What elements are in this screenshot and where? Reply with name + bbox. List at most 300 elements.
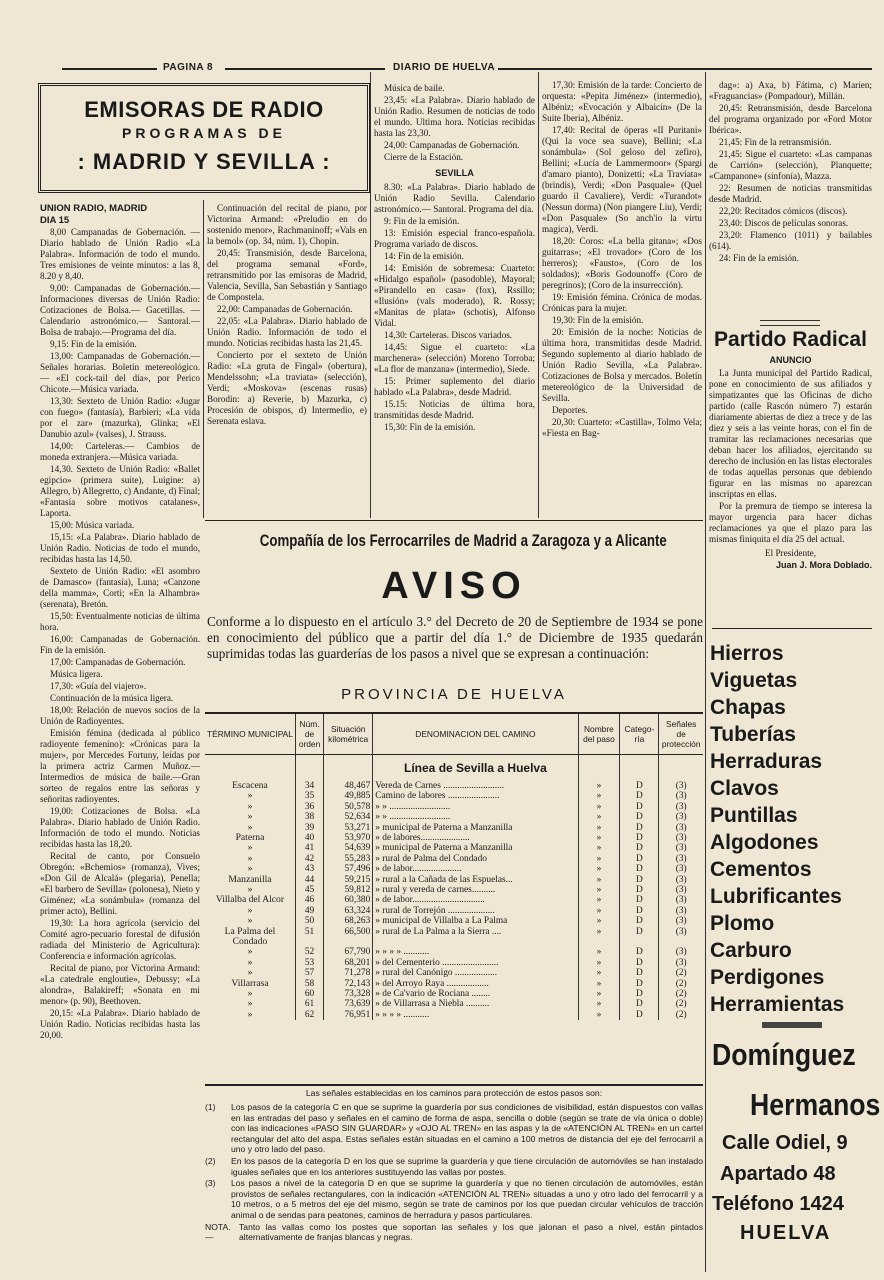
table-cell: » — [578, 968, 620, 978]
program-entry: 24,00: Campanadas de Gobernación. — [384, 140, 520, 150]
table-cell: 38 — [295, 812, 323, 822]
telephone: Teléfono 1424 — [712, 1193, 844, 1215]
table-cell: » — [247, 956, 253, 968]
radio-title: EMISORAS DE RADIO — [84, 97, 324, 122]
newspaper-name: DIARIO DE HUELVA — [393, 62, 496, 73]
table-cell: » rural de Torrejón .................... — [373, 906, 578, 916]
table-cell: D — [620, 802, 659, 812]
product-item: Hierros — [710, 642, 784, 665]
table-cell: D — [620, 958, 659, 968]
table-cell: (2) — [659, 979, 703, 989]
program-entry: 17,40: Recital de óperas «II Puritani» (Qui la voce sea suave), Bellini; «La sonámbula» (Sol geloso del zefiro), Bellini; «Lucía de Lammermoor» (Spargi d'amaro pianto), Donizetti; «La Traviata» (brindis), Verdi; «Don Pasquale» (Quel guardo il Cavaliere), Verdi: «Turandot» (Nessun dorma) (Non piangere Liu), Verdi; «Don Pasquale» (So anch'io la virtu magica), Verdi. — [542, 125, 702, 234]
hermanos-name: Hermanos — [750, 1087, 881, 1122]
table-cell: » — [578, 854, 620, 864]
table-row — [205, 823, 703, 833]
program-entry: 18,20: Coros: «La bella gitana»; «Dos guitarras»; «El trovador» (Coro de los herreros); «Fausto», (Coro de los soldados); «Boris Godounoff» (Coro de peregrinos); (Coro de la insurrección). — [542, 236, 702, 290]
table-cell: 52,634 — [324, 812, 373, 822]
table-cell: D — [620, 1010, 659, 1020]
table-cell: 68,263 — [324, 916, 373, 926]
table-cell: » — [578, 864, 620, 874]
program-entry: 22,05: «La Palabra». Diario hablado de Unión Radio. Información de todo el mundo. Noticias recibidas hasta las 21,45. — [207, 316, 367, 348]
radio-column-4 — [542, 80, 702, 518]
note-marker: (3) — [205, 1178, 216, 1189]
table-cell: (3) — [659, 927, 703, 948]
program-entry: 22: Resumen de noticias transmitidas desde Madrid. — [709, 183, 872, 204]
product-item: Clavos — [710, 777, 779, 800]
crossings-table — [205, 714, 703, 1020]
table-cell: » del Cementerio ........................ — [373, 958, 578, 968]
product-item: Herraduras — [710, 750, 823, 773]
table-cell: » — [578, 781, 620, 791]
table-cell: 62 — [295, 1010, 323, 1020]
table-cell: » — [247, 967, 253, 979]
table-cell: 66,500 — [324, 927, 373, 948]
product-item: Cementos — [710, 858, 812, 881]
notes-list — [205, 1102, 703, 1244]
table-cell: (3) — [659, 843, 703, 853]
table-cell: » » » » ........... — [373, 947, 578, 957]
table-cell: 49 — [295, 906, 323, 916]
table-cell: » — [247, 998, 253, 1010]
table-cell: » — [578, 802, 620, 812]
program-entry: 9,00: Campanadas de Gobernación.— Informaciones diversas de Unión Radio: Cotizaciones de Bolsa.— Gacetillas. — Calendario astronómico.— Santoral.—Bolsa de trabajo.—Programa del día. — [40, 283, 200, 337]
table-cell: (2) — [659, 999, 703, 1009]
note-item — [205, 1156, 703, 1177]
table-cell: 59,812 — [324, 885, 373, 895]
program-entry: 15,00: Música variada. — [50, 520, 135, 530]
program-entry: 8,00 Campanadas de Gobernación. — Diario hablado de Unión Radio «La Palabra». Información de todo el mundo. Tres emisiones de veinte minutos: a las 8, 8.20 y 8,40. — [40, 227, 200, 281]
table-cell: » — [578, 958, 620, 968]
program-entry: 15,50: Eventualmente noticias de última hora. — [40, 611, 200, 632]
product-item: Plomo — [710, 912, 775, 935]
product-item: Algodones — [710, 831, 819, 854]
program-entry: 14,45: Sigue el cuarteto: «La marchenera» (selección) Moreno Torroba; «La flor de manzana» (intermedio), Siede. — [374, 342, 535, 374]
table-cell: 53,970 — [324, 833, 373, 843]
table-cell: D — [620, 833, 659, 843]
program-entry: 14: Emisión de sobremesa: Cuarteto: «Hidalgo español» (pasodoble), Mayoral; «Pirandello en casa» (fox), Rssillo; «Ilusión» (vals moderado), R. Rossy; «Manitas de plata» (schotis), Alfonso Vidal. — [374, 263, 535, 328]
program-entry: 20,15: «La Palabra». Diario hablado de Unión Radio. Noticias recibidas hasta las 20,00. — [40, 1008, 200, 1040]
table-cell: (3) — [659, 895, 703, 905]
table-cell: (3) — [659, 875, 703, 885]
table-cell: » rural de La Palma a la Sierra .... — [373, 927, 578, 948]
table-cell: 49,885 — [324, 791, 373, 801]
table-cell: (3) — [659, 916, 703, 926]
table-cell: (3) — [659, 958, 703, 968]
table-cell: » — [247, 915, 253, 927]
col-camino: DENOMINACION DEL CAMINO — [373, 714, 578, 754]
notes-title: Las señales establecidas en los caminos para protección de estos pasos son: — [305, 1088, 603, 1098]
program-entry: 15: Primer suplemento del diario hablado «La Palabra», desde Madrid. — [374, 376, 535, 397]
table-cell: » de Ca'vario de Rociana ........ — [373, 989, 578, 999]
note-text: Tanto las vallas como los postes que soportan las señales y los que jalonan el paso a nivel, están pintados alternativamente de franjas blancas y negras. — [239, 1221, 703, 1243]
program-entry: 19,30: La hora agrícola (servicio del Comité agro-pecuario forestal de difusión radiada del Ministerio de Agricultura): Conferencia e información agrícolas. — [40, 918, 200, 961]
table-row — [205, 927, 703, 948]
table-cell: D — [620, 989, 659, 999]
table-row — [205, 958, 703, 968]
note-text: Los pasos a nivel de la categoría D en que se suprime la guardería y que no tienen circulación de automóviles, están provistos de señales rectangulares, con la indicación «ATENCIÓN AL TREN» situadas a uno y otro lado del ferrocarril y a 10 metros, o a 5 metros del eje del mismo, según se trate de caminos por los que puedan circular vehículos de tracción animal o de sendas para peatones, caminos de herradura y pasos particulares. — [231, 1178, 703, 1220]
table-cell: » — [578, 875, 620, 885]
table-cell: (3) — [659, 823, 703, 833]
program-entry: 14: Fin de la emisión. — [384, 251, 464, 261]
partido-signer: Juan J. Mora Doblado. — [775, 560, 872, 568]
table-cell: D — [620, 999, 659, 1009]
table-cell: » — [578, 791, 620, 801]
program-entry: 8.30: «La Palabra». Diario hablado de Unión Radio Sevilla. Calendario astronómico.— Santoral. Programa del día. — [374, 182, 535, 214]
table-cell: 61 — [295, 999, 323, 1009]
table-cell: D — [620, 823, 659, 833]
company-name: Compañía de los Ferrocarriles de Madrid a Zaragoza y a Alicante — [259, 531, 667, 550]
table-cell: » — [247, 842, 253, 854]
table-cell: » — [578, 906, 620, 916]
program-entry: Deportes. — [552, 405, 588, 415]
program-entry: 14,30: Carteleras. Discos variados. — [384, 330, 513, 340]
table-row — [205, 979, 703, 989]
table-cell: » — [247, 904, 253, 916]
table-cell: » — [578, 895, 620, 905]
partido-ornament — [760, 320, 820, 326]
table-cell: D — [620, 843, 659, 853]
radio-header-box — [38, 83, 370, 193]
table-cell: » — [247, 852, 253, 864]
col-categoria: Catego-ría — [620, 714, 659, 754]
table-cell: » rural del Canónigo .................. — [373, 968, 578, 978]
table-cell: Escacena — [232, 779, 268, 791]
program-entry: 23,40: Discos de películas sonoras. — [719, 218, 849, 228]
col-num: Núm. de orden — [295, 714, 323, 754]
table-cell: 72,143 — [324, 979, 373, 989]
table-row — [205, 989, 703, 999]
table-cell: 34 — [295, 781, 323, 791]
program-entry: 14,30. Sexteto de Unión Radio: «Ballet egipcio» (primera suite), Luigine: a) Allegro, b) Allegretto, c) Andante, d) Final; «Fantasía sobre motivos catalanes», Laporta. — [40, 464, 200, 518]
table-cell: D — [620, 781, 659, 791]
program-entry: Cierre de la Estación. — [384, 152, 464, 162]
table-cell: » — [247, 863, 253, 875]
aviso-top-rule — [205, 520, 703, 521]
table-cell: » — [578, 833, 620, 843]
program-entry: 13,00: Campanadas de Gobernación.— Señales horarias. Boletín metereológico. — «El cock-tail del día», por Perico Chicote.—Música variada. — [40, 351, 200, 394]
program-entry: 17,30: «Guía del viajero». — [50, 681, 147, 691]
table-row — [205, 791, 703, 801]
address: Calle Odiel, 9 — [722, 1132, 848, 1154]
table-header — [205, 714, 703, 754]
product-item: Viguetas — [710, 669, 798, 692]
table-cell: » — [247, 800, 253, 812]
product-item: Chapas — [710, 696, 786, 719]
city: HUELVA — [740, 1222, 832, 1244]
table-cell: D — [620, 927, 659, 948]
table-cell: » de labor............................... — [373, 895, 578, 905]
hierros-ornament — [762, 1022, 822, 1028]
column-rule-4 — [705, 72, 706, 1272]
table-cell: 73,639 — [324, 999, 373, 1009]
table-cell: » — [578, 999, 620, 1009]
note-item — [205, 1222, 703, 1243]
col-termino: TÉRMINO MUNICIPAL — [207, 728, 293, 739]
table-cell: » — [578, 823, 620, 833]
table-cell: » — [578, 843, 620, 853]
column-rule-3 — [538, 72, 539, 518]
note-marker: NOTA.— — [205, 1221, 231, 1243]
province-heading: PROVINCIA DE HUELVA — [341, 686, 567, 703]
program-entry: 17,30: Emisión de la tarde: Concierto de orquesta: «Pepita Jiménez» (intermedio), Albéniz; «Evocación y Albaicín» (De la Suite Iberia), Albéniz. — [542, 80, 702, 123]
program-entry: 19,30: Fin de la emisión. — [552, 315, 644, 325]
table-cell: (3) — [659, 833, 703, 843]
note-text: En los pasos de la categoría D en los que se suprime la guardería y que tiene circulación de automóviles se han instalado iguales señales que en los anteriores sustituyendo las vallas por postes. — [231, 1155, 703, 1177]
table-row — [205, 895, 703, 905]
partido-title: Partido Radical — [714, 328, 867, 351]
table-cell: (2) — [659, 989, 703, 999]
column-rule-1 — [203, 200, 204, 518]
table-cell: » de labor..................... — [373, 864, 578, 874]
table-cell: » rural a la Cañada de las Espuelas... — [373, 875, 578, 885]
table-cell: » municipal de Paterna a Manzanilla — [373, 843, 578, 853]
aviso-title: AVISO — [381, 565, 527, 607]
table-cell: » municipal de Villalba a La Palma — [373, 916, 578, 926]
table-cell: (3) — [659, 947, 703, 957]
product-item: Herramientas — [710, 993, 845, 1016]
col-senales: Señales de protección — [659, 714, 703, 754]
product-item: Puntillas — [710, 804, 798, 827]
table-row — [205, 1010, 703, 1020]
table-cell: 55,283 — [324, 854, 373, 864]
table-cell: 54,639 — [324, 843, 373, 853]
program-entry: 22,20: Recitados cómicos (discos). — [719, 206, 848, 216]
radio-cities: : MADRID Y SEVILLA : — [77, 149, 331, 174]
program-entry: 15,15: «La Palabra». Diario hablado de Unión Radio. Noticias de todo el mundo, recibidas hasta las 14,50. — [40, 532, 200, 564]
program-entry: 19,00: Cotizaciones de Bolsa. «La Palabra». Diario hablado de Unión Radio. Información de todo el mundo. Noticias recibidas hasta las 18,20. — [40, 806, 200, 849]
dominguez-name: Domínguez — [712, 1037, 856, 1072]
column-rule-2 — [370, 72, 371, 518]
table-cell: 36 — [295, 802, 323, 812]
table-row — [205, 875, 703, 885]
table-row — [205, 781, 703, 791]
table-row — [205, 802, 703, 812]
program-entry: 9,15: Fin de la emisión. — [50, 339, 137, 349]
radio-column-5 — [709, 80, 872, 316]
table-cell: 51 — [295, 927, 323, 948]
program-entry: 21,45: Sigue el cuarteto: «Las campanas de Carrión» (selección), Planquette; «Campanone» (sinfonía), Mazza. — [709, 149, 872, 181]
product-item: Lubrificantes — [710, 885, 842, 908]
table-cell: 68,201 — [324, 958, 373, 968]
program-entry: 20,30: Cuarteto: «Castilla», Tolmo Vela; «Fiesta en Bag- — [542, 417, 702, 438]
table-cell: Villalba del Alcor — [215, 894, 285, 906]
station-heading: UNION RADIO, MADRID — [40, 203, 148, 214]
program-entry: 18,00: Relación de nuevos socios de la Unión de Radioyentes. — [40, 705, 200, 726]
table-cell: 76,951 — [324, 1010, 373, 1020]
table-cell: 42 — [295, 854, 323, 864]
partido-bottom-rule — [712, 628, 872, 629]
table-cell: » — [247, 790, 253, 802]
table-cell: 60,380 — [324, 895, 373, 905]
table-cell: 73,328 — [324, 989, 373, 999]
table-cell: 57 — [295, 968, 323, 978]
program-entry: Música ligera. — [50, 669, 103, 679]
table-cell: 67,790 — [324, 947, 373, 957]
table-cell: 41 — [295, 843, 323, 853]
table-cell: 43 — [295, 864, 323, 874]
table-cell: Villarrasa — [231, 977, 269, 989]
table-cell: 60 — [295, 989, 323, 999]
program-entry: Recital de piano, por Victorina Armand: «La catedrale engloutie», Debussy; «La alondra», Balakireff; «Sonata en mi menor» (p. 90), Beethoven. — [40, 963, 200, 1006]
col-km: Situación kilométrica — [324, 714, 373, 754]
table-cell: Vereda de Carnes .......................... — [373, 781, 578, 791]
program-entry: 19: Emisión fémina. Crónica de modas. Crónicas para la mujer. — [542, 292, 702, 313]
table-cell: » — [578, 979, 620, 989]
program-entry: 15.15: Noticias de última hora, transmitidas desde Madrid. — [374, 399, 535, 420]
table-cell: D — [620, 812, 659, 822]
table-row — [205, 864, 703, 874]
table-cell: » del Arroyo Raya .................. — [373, 979, 578, 989]
partido-subtitle: ANUNCIO — [769, 355, 812, 365]
table-cell: D — [620, 906, 659, 916]
program-entry: 17,00: Campanadas de Gobernación. — [50, 657, 186, 667]
header-rule-right — [498, 68, 872, 70]
table-cell: Manzanilla — [228, 873, 272, 885]
table-cell: » rural y vereda de carnes.......... — [373, 885, 578, 895]
table-cell: » municipal de Paterna a Manzanilla — [373, 823, 578, 833]
table-cell: » de Villarrasa a Niebla .......... — [373, 999, 578, 1009]
program-entry: 13,30: Sexteto de Unión Radio: «Jugar con fuego» (fantasía), Barbieri; «La vida por el zar» (mazurka), Glinka; «El Danubio azul» (valses), J. Strauss. — [40, 396, 200, 439]
table-cell: (3) — [659, 781, 703, 791]
note-marker: (1) — [205, 1102, 216, 1112]
program-entry: Concierto por el sexteto de Unión Radio: «La gruta de Fingal» (obertura), Mendelssohn; «La traviata» (selección), Verdi; «Moskova» (escenas rusas) Borodin: a) Reverie, b) Mazurka, c) Procesión de obispos, d) Intermedio, e) Serenata eslava. — [207, 350, 367, 426]
table-cell: (3) — [659, 791, 703, 801]
hierros-list — [710, 640, 875, 1018]
table-cell: » — [247, 1008, 253, 1020]
product-item: Carburo — [710, 939, 792, 962]
program-entry: 20: Emisión de la noche: Noticias de última hora, transmitidas desde Madrid. Segundo suplemento al diario hablado de Unión Radio Sevilla, «La Palabra». Cotizaciones de Bolsa y mercados. Boletín metereológico de la Universidad de Sevilla. — [542, 327, 702, 403]
table-cell: » — [247, 988, 253, 1000]
table-cell: D — [620, 979, 659, 989]
table-cell: D — [620, 854, 659, 864]
sevilla-heading: SEVILLA — [435, 168, 474, 178]
note-text: Los pasos de la categoría C en que se suprime la guardería por sus condiciones de visibilidad, están dispuestos con vallas en las entradas del paso y señales en el camino de forma de aspa, sencilla o doble (según se trate de vía única o doble) con las indicaciones «PASO SIN GUARDAR» y «OJO AL TREN» en las aspas y la de «ATENCIÓN AL TREN» en un cartel rectangular del alto del aspa. Estas señales están situadas en el camino a 100 metros de distancia del eje del ferrocarril a uno y otro lado del paso. — [231, 1102, 703, 1155]
program-entry: 23,45: «La Palabra». Diario hablado de Unión Radio. Resumen de noticias de todo el mundo. Ultima hora. Noticias recibidas hasta las 23,30. — [374, 95, 535, 138]
table-cell: 57,496 — [324, 864, 373, 874]
table-cell: 45 — [295, 885, 323, 895]
table-cell: 46 — [295, 895, 323, 905]
table-cell: » — [578, 1010, 620, 1020]
partido-sign: El Presidente, — [764, 548, 817, 558]
table-cell: 50,578 — [324, 802, 373, 812]
table-cell: (2) — [659, 1010, 703, 1020]
table-cell: » — [578, 885, 620, 895]
program-entry: 20,45: Transmisión, desde Barcelona, del programa semanal «Ford», retransmitido por las emisoras de Madrid, Valencia, Sevilla, San Sebastián y Santiago de Compostela. — [207, 248, 367, 302]
table-cell: 63,324 — [324, 906, 373, 916]
table-row — [205, 854, 703, 864]
table-cell: » — [247, 821, 253, 833]
table-cell: (3) — [659, 885, 703, 895]
program-entry: Continuación del recital de piano, por Victorina Armand: «Preludio en do sostenido menor», Rachmaninoff; «Vals en la bemol» (op. 34, núm. 1), Chopin. — [207, 203, 367, 246]
table-row — [205, 833, 703, 843]
table-cell: » — [578, 989, 620, 999]
line-heading: Línea de Sevilla a Huelva — [373, 754, 578, 781]
partido-text-2: Por la premura de tiempo se interesa la mayor urgencia para hacer dichas reclamaciones ya que el plazo para las mismas finiquita el día 25 del actual. — [709, 501, 872, 544]
table-cell: D — [620, 968, 659, 978]
table-cell: (3) — [659, 854, 703, 864]
table-cell: 44 — [295, 875, 323, 885]
table-cell: Paterna — [235, 831, 265, 843]
header-rule-mid — [225, 68, 385, 70]
note-item — [205, 1102, 703, 1155]
table-cell: 40 — [295, 833, 323, 843]
header-rule-left — [62, 68, 157, 70]
table-cell: » — [578, 812, 620, 822]
table-cell: » — [578, 916, 620, 926]
table-cell: D — [620, 875, 659, 885]
program-entry: 20,45: Retransmisión, desde Barcelona del programa organizado por «Ford Motor Ibérica». — [709, 103, 872, 135]
table-cell: 50 — [295, 916, 323, 926]
product-item: Tuberías — [710, 723, 796, 746]
table-cell: » » .......................... — [373, 802, 578, 812]
page-number: PAGINA 8 — [163, 62, 214, 73]
table-cell: » » .......................... — [373, 812, 578, 822]
program-entry: 21,45: Fin de la retransmisión. — [719, 137, 832, 147]
table-cell: D — [620, 916, 659, 926]
table-cell: 52 — [295, 947, 323, 957]
product-item: Perdigones — [710, 966, 825, 989]
table-cell: 71,278 — [324, 968, 373, 978]
table-cell: (3) — [659, 864, 703, 874]
table-cell: 59,215 — [324, 875, 373, 885]
radio-column-2 — [207, 203, 367, 519]
note-marker: (2) — [205, 1155, 216, 1166]
program-entry: Emisión fémina (dedicada al público radioyente femenino): «Crónicas para la mujer», por Mercedes Fortuny, leídas por la primera actriz Carmen Muñoz.— Intermedios de música de baile.—Gran sorteo de regalos entre las señoras y señoritas radioyentes. — [40, 728, 200, 804]
table-cell: » — [247, 946, 253, 958]
radio-column-3 — [374, 83, 535, 518]
table-cell: (3) — [659, 812, 703, 822]
table-cell: D — [620, 885, 659, 895]
table-row — [205, 916, 703, 926]
partido-body — [709, 368, 872, 568]
program-entry: 24: Fin de la emisión. — [719, 253, 799, 263]
note-item — [205, 1178, 703, 1220]
table-cell: » — [247, 883, 253, 895]
program-entry: Sexteto de Unión Radio: «El asombro de Damasco» (fantasía), Luna; «Canzone della mamma», Corti; «En la Alhambra» (serenata), Bretón. — [40, 566, 200, 609]
table-cell: » — [247, 811, 253, 823]
table-cell: » » » » ........... — [373, 1010, 578, 1020]
program-entry: dag»: a) Axa, b) Fátima, c) Marien; «Fraguancias» (Pompadour), Millán. — [709, 80, 872, 101]
table-cell: 48,467 — [324, 781, 373, 791]
col-nombre: Nombre del paso — [578, 714, 620, 754]
table-row — [205, 843, 703, 853]
table-cell: (2) — [659, 968, 703, 978]
table-row — [205, 947, 703, 957]
table-cell: 39 — [295, 823, 323, 833]
program-entry: Música de baile. — [384, 83, 445, 93]
table-cell: » — [578, 927, 620, 948]
program-entry: Recital de canto, por Consuelo Obregón: «Bchemios» (romanza), Vives; «Don Gil de Alcalá» (plegaria), Penella; «El barbero de Sevilla» (polonesa), Nieto y Giménez; «La sonámbula» (romanza del primer acto), Bellini. — [40, 851, 200, 916]
table-cell: » de labores..................... — [373, 833, 578, 843]
radio-subtitle: PROGRAMAS DE — [122, 125, 286, 141]
table-cell: Camino de labores ...................... — [373, 791, 578, 801]
radio-column-1 — [40, 203, 200, 1255]
program-entry: Continuación de la música ligera. — [50, 693, 174, 703]
table-row — [205, 906, 703, 916]
partido-text: La Junta municipal del Partido Radical, pone en conocimiento de sus afiliados y simpatizantes que las Oficinas de dicho partido (calle Rascón número 7) estarán diariamente abiertas de diez a trece y de las diez y seis a las veinte horas, con el fin de tramitar las reclamaciones necesarias que deban hacer los afiliados, ejercitando su derecho de inclusión en las listas electorales de todas aquellas personas que debiendo figurar en las mismas no aparezcan inscriptas en ellas. — [709, 368, 872, 499]
program-entry: 14,00: Carteleras.— Cambios de moneda extranjera.—Música variada. — [40, 441, 200, 462]
table-cell: 58 — [295, 979, 323, 989]
table-row — [205, 968, 703, 978]
table-cell: D — [620, 864, 659, 874]
table-cell: D — [620, 791, 659, 801]
program-entry: 15,30: Fin de la emisión. — [384, 422, 476, 432]
table-cell: 35 — [295, 791, 323, 801]
day-heading: DIA 15 — [40, 215, 70, 226]
table-cell: (3) — [659, 906, 703, 916]
program-entry: 9: Fin de la emisión. — [384, 216, 460, 226]
program-entry: 16,00: Campanadas de Gobernación. Fin de la emisión. — [40, 634, 200, 655]
